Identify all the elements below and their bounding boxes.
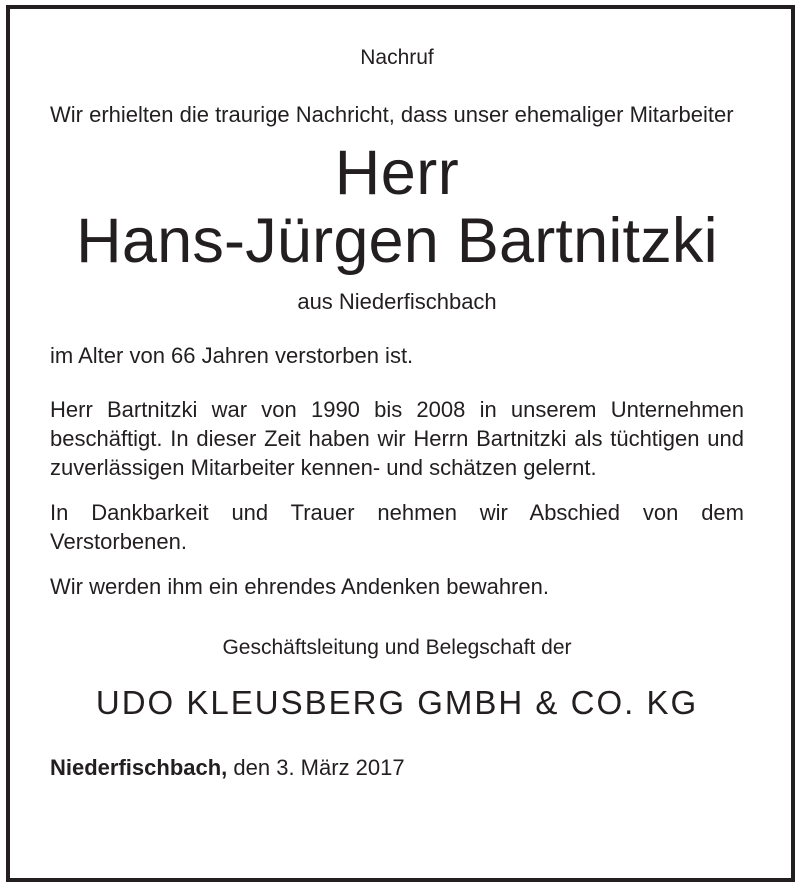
age-text: im Alter von 66 Jahren verstorben ist. [50, 343, 414, 368]
career-text: Herr Bartnitzki war von 1990 bis 2008 in unserem Unternehmen beschäftigt. In dieser Zeit haben wir Herrn Bartnitzki als tüchtigen und zuverlässigen Mitarbeiter kennen- und schätzen gelernt. [50, 397, 744, 480]
memory-text: Wir werden ihm ein ehrendes Andenken bewahren. [50, 574, 549, 599]
dateline-date: den 3. März 2017 [233, 755, 405, 780]
name-title: Herr [334, 138, 460, 208]
dateline-place: Niederfischbach, [50, 755, 228, 780]
intro-text: Wir erhielten die traurige Nachricht, dass unser ehemaliger Mitarbeiter [50, 102, 734, 127]
thanks-text: In Dankbarkeit und Trauer nehmen wir Abschied von dem Verstorbenen. [50, 500, 744, 554]
signoff-text: Geschäftsleitung und Belegschaft der [222, 636, 572, 659]
dateline [50, 753, 744, 782]
deceased-name: Hans-Jürgen Bartnitzki [76, 206, 718, 276]
obituary-content [50, 44, 744, 804]
obituary-heading: Nachruf [360, 46, 434, 69]
origin-text: aus Niederfischbach [297, 289, 497, 314]
company-name: UDO KLEUSBERG GMBH & CO. KG [95, 684, 699, 721]
